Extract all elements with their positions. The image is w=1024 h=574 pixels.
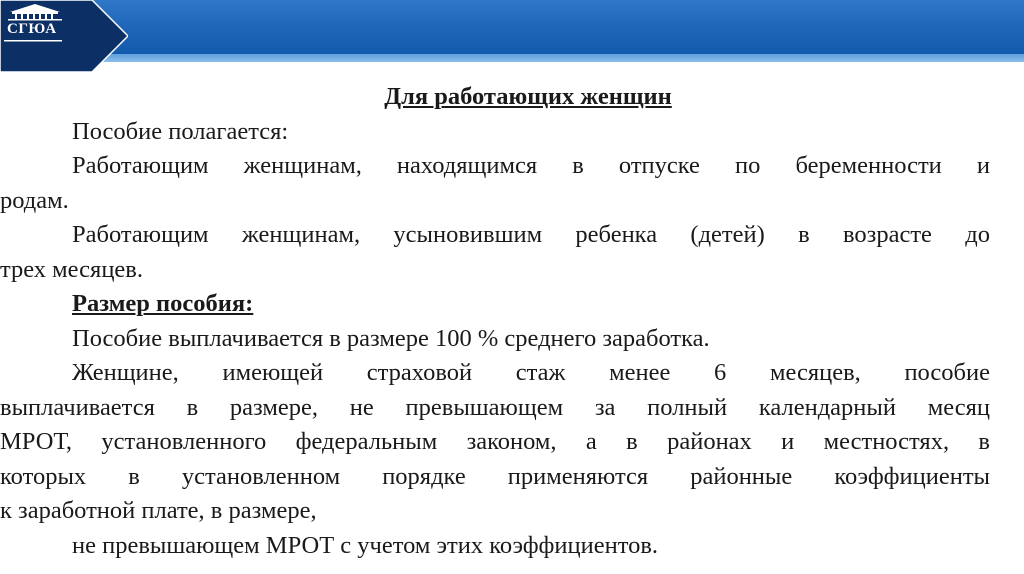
text-line: Пособие выплачивается в размере 100 % среднего заработка. [72,324,710,352]
paragraph-line: родам. [0,186,69,214]
text-line: Пособие полагается: [72,117,289,145]
main-content [0,80,990,563]
paragraph-line: выплачивается в размере, не превышающем за полный календарный месяц [0,393,990,421]
text-line: не превышающем МРОТ с учетом этих коэффициентов. [72,531,659,559]
paragraph-line: Работающим женщинам, находящимся в отпуске по беременности и [72,152,990,179]
paragraph-line: Женщине, имеющей страховой стаж менее 6 месяцев, пособие [72,359,990,386]
logo [0,0,128,72]
header-band [0,0,1024,62]
section-subheading: Размер пособия: [72,290,254,317]
header-band-highlight [0,54,1024,62]
paragraph-line: МРОТ, установленного федеральным законом, а в районах и местностях, в [0,428,990,455]
page-title: Для работающих женщин [384,83,672,110]
paragraph-line: которых в установленном порядке применяются районные коэффициенты [0,462,990,490]
logo-text: СГЮА [7,21,57,37]
paragraph-line: трех месяцев. [0,255,143,283]
paragraph-line: к заработной плате, в размере, [0,497,317,524]
paragraph-line: Работающим женщинам, усыновившим ребенка (детей) в возрасте до [72,221,990,248]
